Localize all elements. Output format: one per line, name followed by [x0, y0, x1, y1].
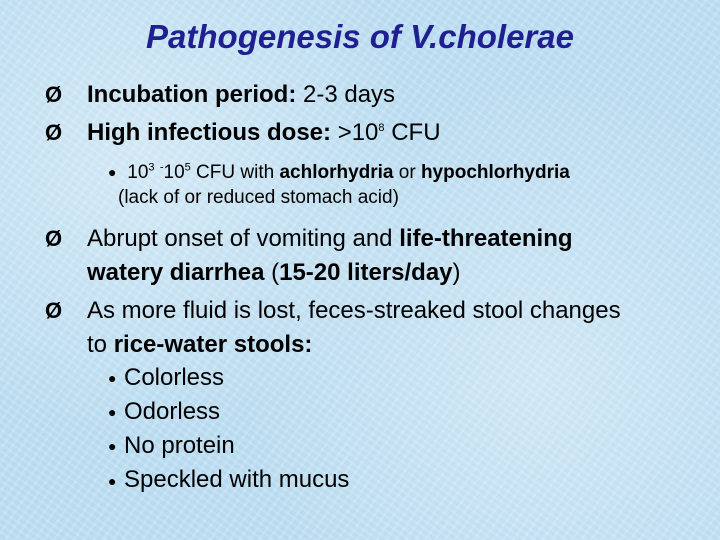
dose-label: High infectious dose:: [87, 119, 332, 146]
cfu-a-sup: 3: [148, 161, 155, 174]
list-item: [108, 429, 349, 463]
arrow-bullet-icon: Ø: [45, 226, 63, 251]
dot-bullet-icon: ●: [108, 438, 117, 455]
onset-text3: ): [452, 259, 461, 286]
onset-bold1: life-threatening: [399, 225, 573, 252]
onset-text1: Abrupt onset of vomiting and: [87, 225, 400, 252]
sub-text2: or: [393, 162, 421, 183]
fluid-line1: As more fluid is lost, feces-streaked stool changes: [87, 297, 621, 324]
dose-value-prefix: >10: [337, 119, 379, 146]
cfu-dash: -: [159, 161, 164, 174]
achlorhydria-term: achlorhydria: [279, 162, 394, 183]
list-item-text: Speckled with mucus: [124, 466, 350, 494]
dot-bullet-icon: ●: [108, 404, 117, 421]
arrow-bullet-icon: Ø: [45, 82, 63, 107]
list-item-text: Odorless: [124, 398, 221, 426]
onset-bold3: 15-20 liters/day: [279, 259, 453, 286]
list-item: [108, 395, 349, 429]
onset-text2: (: [264, 259, 280, 286]
list-item: [108, 463, 349, 497]
list-item: [108, 361, 349, 395]
dot-bullet-icon: ●: [108, 370, 117, 387]
dot-bullet-icon: ●: [108, 164, 117, 181]
list-item-text: Colorless: [124, 364, 225, 391]
hypochlorhydria-term: hypochlorhydria: [420, 162, 570, 183]
rice-water-term: rice-water stools:: [113, 331, 313, 358]
bullet-incubation: [45, 78, 715, 112]
bullet-infectious-dose: [45, 116, 715, 150]
bullet-fluid-loss: [45, 294, 715, 362]
slide-title: Pathogenesis of V.cholerae: [146, 18, 574, 55]
dose-value-sup: 8: [378, 122, 385, 134]
sub-text1: CFU with: [190, 162, 280, 183]
arrow-bullet-icon: Ø: [45, 298, 63, 323]
sub-bullet-achlorhydria: [108, 160, 570, 210]
stool-list: [108, 361, 349, 498]
fluid-text2: to: [87, 331, 114, 358]
bullet-onset: [45, 222, 715, 290]
cfu-b-sup: 5: [184, 161, 191, 174]
incubation-label: Incubation period:: [87, 81, 297, 108]
onset-bold2: watery diarrhea: [87, 259, 265, 286]
dot-bullet-icon: ●: [108, 472, 117, 489]
sub-line2: (lack of or reduced stomach acid): [118, 187, 399, 209]
cfu-b: 10: [163, 162, 185, 183]
incubation-value: 2-3 days: [303, 81, 396, 108]
cfu-a: 10: [127, 162, 149, 183]
arrow-bullet-icon: Ø: [45, 120, 63, 145]
dose-value-suffix: CFU: [384, 119, 441, 146]
list-item-text: No protein: [124, 432, 235, 460]
